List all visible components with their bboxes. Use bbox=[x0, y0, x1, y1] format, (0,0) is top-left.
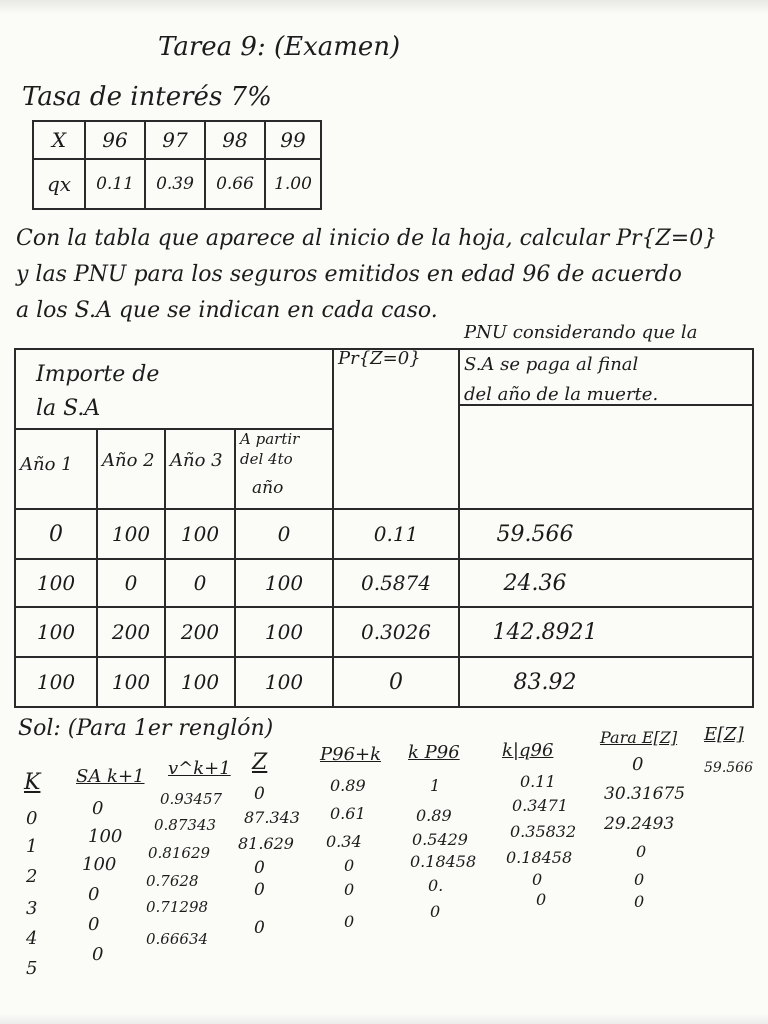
sol-z: 0 bbox=[254, 858, 265, 878]
table2-cell: 100 bbox=[111, 670, 151, 694]
solution-header-z: Z bbox=[252, 750, 268, 775]
header-pnu: del año de la muerte. bbox=[464, 384, 659, 405]
sol-sa: 0 bbox=[88, 914, 100, 935]
table2-cell: 100 bbox=[264, 571, 304, 595]
sol-kp96: 0 bbox=[430, 902, 441, 921]
ez-total: 59.566 bbox=[704, 760, 753, 776]
table2-cell: 100 bbox=[36, 571, 76, 595]
header-importe: la S.A bbox=[36, 396, 101, 421]
sol-p96k: 0 bbox=[344, 880, 355, 899]
sol-kq96: 0.35832 bbox=[510, 822, 577, 841]
table1-cell: X bbox=[51, 128, 67, 152]
solution-heading: Sol: (Para 1er renglón) bbox=[18, 716, 274, 741]
sol-v: 0.71298 bbox=[146, 898, 209, 916]
sol-kp96: 0.89 bbox=[416, 806, 452, 825]
table1-cell: 99 bbox=[280, 128, 306, 152]
sol-p96k: 0.89 bbox=[330, 776, 366, 795]
sol-kq96: 0 bbox=[532, 870, 543, 889]
instruction-line: a los S.A que se indican en cada caso. bbox=[16, 298, 438, 323]
table2-cell: 100 bbox=[111, 522, 151, 546]
header-pnu: S.A se paga al final bbox=[464, 354, 639, 375]
table2-cell: 100 bbox=[36, 620, 76, 644]
header-pr-z0: Pr{Z=0} bbox=[338, 348, 421, 369]
sol-z: 0 bbox=[254, 918, 265, 938]
solution-header-sa: SA k+1 bbox=[76, 766, 145, 787]
interest-rate-text: Tasa de interés 7% bbox=[22, 82, 272, 112]
sol-para-ez: 29.2493 bbox=[604, 814, 675, 834]
instruction-line: y las PNU para los seguros emitidos en edad 96 de acuerdo bbox=[16, 262, 682, 287]
sol-para-ez: 0 bbox=[636, 842, 647, 861]
sol-k: 2 bbox=[26, 866, 38, 887]
solution-header-kq96: k|q96 bbox=[502, 740, 554, 761]
sol-v: 0.81629 bbox=[148, 844, 211, 862]
sol-sa: 0 bbox=[92, 944, 104, 965]
sol-sa: 100 bbox=[82, 854, 117, 875]
table2-cell: 100 bbox=[180, 522, 220, 546]
sol-sa: 100 bbox=[88, 826, 123, 847]
table1-cell: 97 bbox=[162, 128, 188, 152]
sol-p96k: 0 bbox=[344, 912, 355, 931]
sol-p96k: 0 bbox=[344, 856, 355, 875]
table2-cell: 100 bbox=[264, 620, 304, 644]
sol-kq96: 0.18458 bbox=[506, 848, 573, 867]
header-from-year-4: año bbox=[252, 478, 284, 498]
table1-cell: 96 bbox=[102, 128, 128, 152]
sol-sa: 0 bbox=[88, 884, 100, 905]
sol-kq96: 0.3471 bbox=[512, 796, 568, 815]
solution-header-k: K bbox=[24, 770, 41, 795]
sol-z: 0 bbox=[254, 880, 265, 900]
sol-v: 0.87343 bbox=[154, 816, 217, 834]
sol-z: 87.343 bbox=[244, 808, 300, 827]
sol-k: 3 bbox=[26, 898, 38, 919]
solution-header-p96k: P96+k bbox=[320, 744, 382, 765]
sol-k: 4 bbox=[26, 928, 38, 949]
table2-cell: 59.566 bbox=[496, 521, 574, 547]
header-year-3: Año 3 bbox=[170, 450, 223, 471]
header-from-year-4: del 4to bbox=[240, 450, 293, 468]
table2-cell: 0.3026 bbox=[361, 620, 431, 644]
table2-cell: 0 bbox=[49, 521, 63, 547]
paper-bottom-edge bbox=[0, 1014, 768, 1024]
table2-cell: 0 bbox=[389, 669, 403, 695]
sol-p96k: 0.61 bbox=[330, 804, 366, 823]
table2-cell: 100 bbox=[180, 670, 220, 694]
sol-z: 81.629 bbox=[238, 834, 294, 853]
sol-kp96: 0.18458 bbox=[410, 852, 477, 871]
table2-cell: 0.5874 bbox=[361, 571, 431, 595]
sol-v: 0.7628 bbox=[146, 872, 199, 890]
header-pnu: PNU considerando que la bbox=[464, 322, 698, 343]
table2-cell: 0 bbox=[193, 571, 207, 595]
sol-para-ez: 30.31675 bbox=[604, 784, 686, 804]
table2-cell: 100 bbox=[36, 670, 76, 694]
sol-kp96: 1 bbox=[430, 776, 441, 795]
table2-cell: 83.92 bbox=[513, 669, 577, 695]
sol-para-ez: 0 bbox=[634, 892, 645, 911]
table1-cell: qx bbox=[46, 172, 72, 196]
sol-k: 5 bbox=[26, 958, 38, 979]
instruction-line: Con la tabla que aparece al inicio de la hoja, calcular Pr{Z=0} bbox=[16, 226, 718, 251]
table2-cell: 0.11 bbox=[373, 522, 419, 546]
sol-kq96: 0 bbox=[536, 890, 547, 909]
sol-k: 0 bbox=[26, 808, 38, 829]
table2-cell: 100 bbox=[264, 670, 304, 694]
table1-cell: 0.66 bbox=[216, 174, 254, 194]
paper-top-edge bbox=[0, 0, 768, 14]
table2-cell: 24.36 bbox=[503, 570, 567, 596]
page-title: Tarea 9: (Examen) bbox=[158, 32, 401, 62]
sol-kp96: 0.5429 bbox=[412, 830, 468, 849]
sol-para-ez: 0 bbox=[634, 870, 645, 889]
table1-cell: 98 bbox=[222, 128, 248, 152]
solution-header-ez: E[Z] bbox=[704, 724, 744, 745]
sol-p96k: 0.34 bbox=[326, 832, 362, 851]
header-year-1: Año 1 bbox=[20, 454, 73, 475]
solution-header-v: v^k+1 bbox=[168, 758, 231, 779]
table2-cell: 0 bbox=[277, 522, 291, 546]
table2-cell: 200 bbox=[111, 620, 151, 644]
solution-header-para-ez: Para E[Z] bbox=[600, 728, 678, 747]
solution-header-kp96: k P96 bbox=[408, 742, 460, 763]
table2-cell: 200 bbox=[180, 620, 220, 644]
sol-kq96: 0.11 bbox=[520, 772, 556, 791]
table1-cell: 0.39 bbox=[156, 174, 194, 194]
header-importe: Importe de bbox=[36, 362, 160, 387]
sol-z: 0 bbox=[254, 784, 265, 804]
table2-cell: 0 bbox=[124, 571, 138, 595]
table2-cell: 142.8921 bbox=[492, 619, 598, 645]
sol-sa: 0 bbox=[92, 798, 104, 819]
header-year-2: Año 2 bbox=[102, 450, 155, 471]
sol-kp96: 0. bbox=[428, 876, 444, 895]
table1-cell: 0.11 bbox=[96, 174, 134, 194]
sol-para-ez: 0 bbox=[632, 754, 644, 775]
sol-v: 0.93457 bbox=[160, 790, 223, 808]
header-from-year-4: A partir bbox=[240, 430, 300, 448]
sol-v: 0.66634 bbox=[146, 930, 209, 948]
sol-k: 1 bbox=[26, 836, 38, 857]
table1-cell: 1.00 bbox=[274, 174, 312, 194]
